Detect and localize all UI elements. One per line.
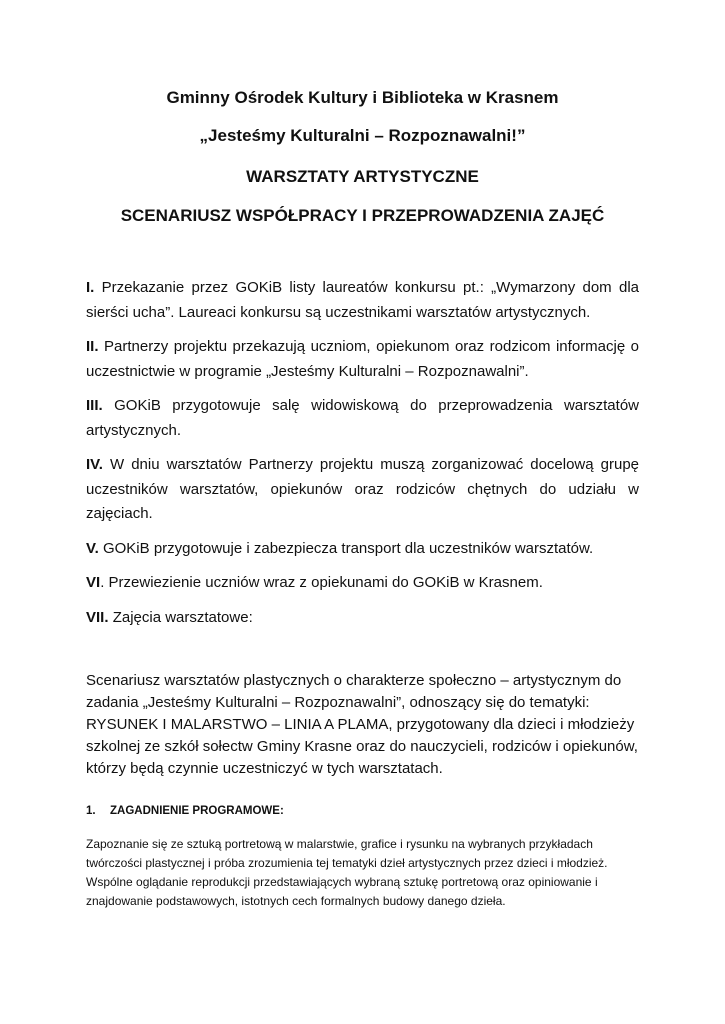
step-text: W dniu warsztatów Partnerzy projektu muszą zorganizować docelową grupę uczestników warsztatów, opiekunów oraz rodziców chętnych do udziału w zajęciach.	[86, 456, 639, 522]
step-number: II.	[86, 338, 99, 355]
step-number: VII.	[86, 608, 109, 626]
step-2	[86, 335, 639, 384]
section-title: ZAGADNIENIE PROGRAMOWE:	[110, 805, 284, 817]
step-4	[86, 453, 639, 527]
organization-heading: Gminny Ośrodek Kultury i Biblioteka w Krasnem	[166, 88, 559, 107]
step-number: IV.	[86, 456, 103, 473]
scenario-title: SCENARIUSZ WSPÓŁPRACY I PRZEPROWADZENIA ZAJĘĆ	[120, 206, 605, 225]
step-3	[86, 394, 639, 443]
step-number: VI	[86, 574, 101, 591]
section-number: 1.	[86, 805, 96, 817]
step-text: Partnerzy projektu przekazują uczniom, opiekunom oraz rodzicom informację o uczestnictwie w programie „Jesteśmy Kulturalni – Rozpoznawalni”.	[86, 338, 639, 380]
step-1	[86, 276, 639, 325]
step-5	[86, 537, 639, 562]
section-text: Zapoznanie się ze sztuką portretową w malarstwie, grafice i rysunku na wybranych przykładach twórczości plastycznej i próba zrozumienia tej tematyki dzieł artystycznych przez dzieci i młodzież. Wspólne oglądanie reprodukcji przedstawiających wybraną sztukę portretową oraz opiniowanie i znajdowanie podstawowych, istotnych cech formalnych budowy danego dzieła.	[86, 837, 608, 908]
section-heading	[86, 805, 284, 817]
workshop-title: WARSZTATY ARTYSTYCZNE	[246, 167, 479, 186]
steps-list	[86, 276, 639, 640]
scenario-description: Scenariusz warsztatów plastycznych o charakterze społeczno – artystycznym do zadania „Jesteśmy Kulturalni – Rozpoznawalni”, odnoszący się do tematyki: RYSUNEK I MALARSTWO – LINIA A PLAMA, przygotowany dla dzieci i młodzieży szkolnej ze szkół sołectw Gminy Krasne oraz do nauczycieli, rodziców i opiekunów, którzy będą czynnie uczestniczyć w tych warsztatach.	[86, 672, 638, 777]
step-text: GOKiB przygotowuje salę widowiskową do przeprowadzenia warsztatów artystycznych.	[86, 397, 639, 439]
step-text: GOKiB przygotowuje i zabezpiecza transport dla uczestników warsztatów.	[102, 539, 594, 557]
step-number: III.	[86, 397, 103, 414]
step-6	[86, 571, 639, 596]
step-text: Zajęcia warsztatowe:	[112, 608, 253, 626]
project-title: „Jesteśmy Kulturalni – Rozpoznawalni!”	[199, 126, 526, 145]
step-text: . Przewiezienie uczniów wraz z opiekunami do GOKiB w Krasnem.	[100, 574, 543, 591]
step-number: V.	[86, 539, 99, 557]
step-7	[86, 606, 639, 631]
step-text: Przekazanie przez GOKiB listy laureatów konkursu pt.: „Wymarzony dom dla sierści ucha”. Laureaci konkursu są uczestnikami warsztatów artystycznych.	[86, 279, 639, 321]
step-number: I.	[86, 279, 95, 296]
